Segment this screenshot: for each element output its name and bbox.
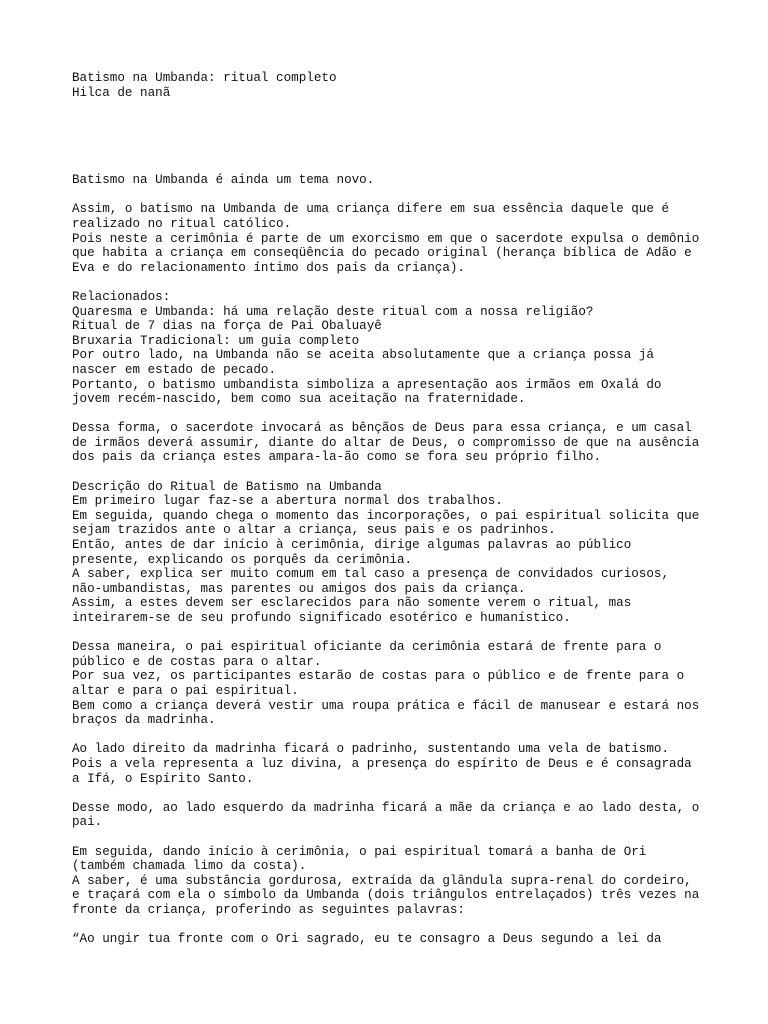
paragraph-gap — [72, 465, 732, 480]
text-line: Desse modo, ao lado esquerdo da madrinha ficará a mãe da criança e ao lado desta, o — [72, 800, 700, 815]
text-line: (também chamada limo da costa). — [72, 859, 307, 874]
text-line: Dessa maneira, o pai espiritual oficiante da cerimônia estará de frente para o — [72, 640, 662, 655]
text-line: altar e para o pai espiritual. — [72, 683, 299, 698]
paragraph-gap — [72, 275, 732, 290]
paragraph — [72, 202, 732, 275]
text-line: realizado no ritual católico. — [72, 216, 292, 231]
text-line: nascer em estado de pecado. — [72, 362, 277, 377]
paragraph — [72, 932, 732, 947]
text-line: Ao lado direito da madrinha ficará o padrinho, sustentando uma vela de batismo. — [72, 742, 670, 757]
text-line: Batismo na Umbanda é ainda um tema novo. — [72, 173, 375, 188]
text-line: inteirarem-se de seu profundo significado esotérico e humanístico. — [72, 611, 571, 625]
text-line: pai. — [72, 815, 103, 830]
text-line: Eva e do relacionamento íntimo dos pais da criança). — [72, 260, 465, 275]
text-line: Pois neste a cerimônia é parte de um exorcismo em que o sacerdote expulsa o demônio — [72, 231, 700, 246]
text-line: Em seguida, quando chega o momento das incorporações, o pai espiritual solicita que — [72, 508, 700, 523]
text-line: Em primeiro lugar faz-se a abertura normal dos trabalhos. — [72, 494, 503, 509]
text-line: que habita a criança em conseqüência do pecado original (herança bíblica de Adão e — [72, 246, 692, 261]
paragraph-gap — [72, 786, 732, 801]
paragraph — [72, 801, 732, 830]
paragraph-gap — [72, 407, 732, 422]
text-line: Ritual de 7 dias na força de Pai Obaluayê — [72, 319, 382, 334]
text-line: A saber, explica ser muito comum em tal caso a presença de convidados curiosos, — [72, 567, 670, 582]
text-line: Bem como a criança deverá vestir uma roupa prática e fácil de manusear e estará nos — [72, 698, 700, 713]
text-line: Por sua vez, os participantes estarão de costas para o público e de frente para o — [72, 669, 685, 684]
document-page — [72, 71, 732, 947]
text-line: Então, antes de dar início à cerimônia, dirige algumas palavras ao público — [72, 538, 632, 553]
text-line: braços da madrinha. — [72, 713, 216, 728]
text-line: Pois a vela representa a luz divina, a presença do espírito de Deus e é consagrada — [72, 756, 692, 771]
paragraph — [72, 421, 732, 465]
text-line: de irmãos deverá assumir, diante do altar de Deus, o compromisso de que na ausência — [72, 435, 700, 450]
text-line: dos pais da criança estes ampara-la-ão como se fora seu próprio filho. — [72, 450, 602, 465]
paragraph — [72, 290, 732, 407]
paragraph — [72, 173, 732, 188]
text-line: a Ifá, o Espírito Santo. — [72, 771, 254, 786]
text-line: Portanto, o batismo umbandista simboliza a apresentação aos irmãos em Oxalá do — [72, 377, 662, 392]
text-line: não-umbandistas, mas parentes ou amigos dos pais da criança. — [72, 581, 526, 596]
text-line: Descrição do Ritual de Batismo na Umbanda — [72, 479, 382, 494]
text-line: sejam trazidos ante o altar a criança, seus pais e os padrinhos. — [72, 523, 556, 538]
text-line: Quaresma e Umbanda: há uma relação deste ritual com a nossa religião? — [72, 304, 594, 319]
text-line: Assim, a estes devem ser esclarecidos para não somente verem o ritual, mas — [72, 596, 632, 611]
paragraph-gap — [72, 830, 732, 845]
paragraph-gap — [72, 626, 732, 641]
paragraph — [72, 845, 732, 918]
paragraph-gap — [72, 188, 732, 203]
document-title: Batismo na Umbanda: ritual completo — [72, 71, 337, 85]
paragraph — [72, 742, 732, 786]
text-line: A saber, é uma substância gordurosa, extraída da glândula supra-renal do cordeiro, — [72, 873, 692, 888]
paragraph-gap — [72, 728, 732, 743]
text-line: Em seguida, dando início à cerimônia, o pai espiritual tomará a banha de Ori — [72, 844, 647, 859]
text-line: fronte da criança, proferindo as seguintes palavras: — [72, 902, 465, 917]
text-line: Assim, o batismo na Umbanda de uma criança difere em sua essência daquele que é — [72, 202, 670, 217]
paragraph — [72, 640, 732, 728]
paragraph — [72, 480, 732, 626]
text-line: Bruxaria Tradicional: um guia completo — [72, 333, 360, 348]
text-line: presente, explicando os porquês da cerimônia. — [72, 552, 413, 567]
text-line: e traçará com ela o símbolo da Umbanda (dois triângulos entrelaçados) três vezes na — [72, 888, 700, 903]
text-line: jovem recém-nascido, bem como sua aceitação na fraternidade. — [72, 392, 526, 407]
text-line: Dessa forma, o sacerdote invocará as bênçãos de Deus para essa criança, e um casal — [72, 421, 692, 436]
text-line: Relacionados: — [72, 289, 171, 304]
text-line: Por outro lado, na Umbanda não se aceita absolutamente que a criança possa já — [72, 348, 654, 363]
header-spacer — [72, 100, 732, 173]
document-body — [72, 173, 732, 946]
text-line: público e de costas para o altar. — [72, 654, 322, 669]
paragraph-gap — [72, 917, 732, 932]
text-line: “Ao ungir tua fronte com o Ori sagrado, eu te consagro a Deus segundo a lei da — [72, 932, 662, 947]
document-author: Hilca de nanã — [72, 85, 171, 100]
